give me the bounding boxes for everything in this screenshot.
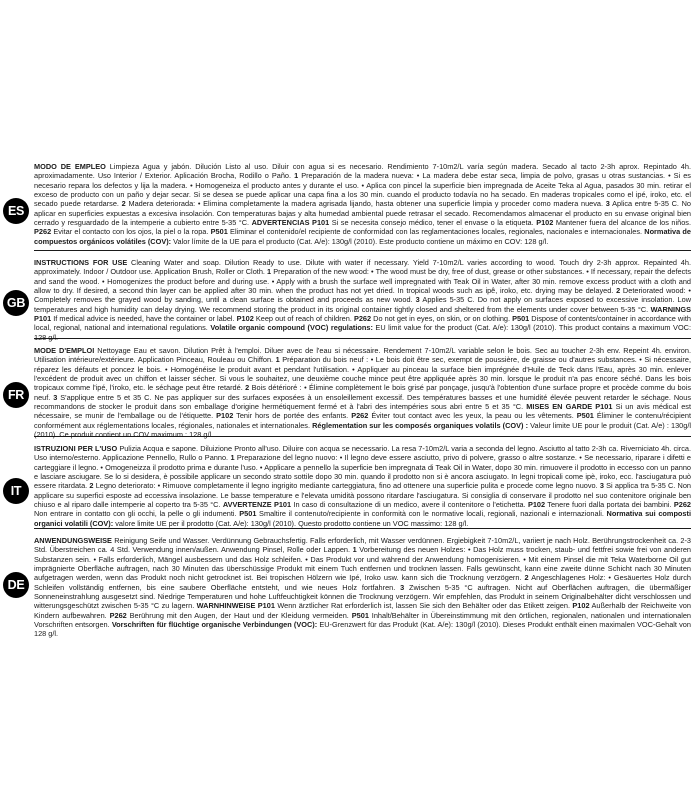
section-text: [34, 162, 691, 246]
bold-text-run: 2: [616, 286, 621, 296]
text-run: Bois détérioré : • Élimine complètement le bois grisé par ponçage, jusqu'à l'obtention d'une surface propre et procède comme du bois neuf.: [34, 383, 692, 402]
bold-text-run: P102: [572, 601, 590, 611]
text-run: Aplica entre 5-35 C. No aplicar en superficies expuestas a excesiva insolación. Con temperaturas bajas y alta humedad ambiental puede retrasar el secado. Recomendamos almacenar el producto en su envase original bien cerrado y resguardado de la intemperie a cubierto entre 5-35 °C.: [34, 199, 692, 228]
text-run: Madera deteriorada: • Elimina completamente la madera agrisada lijando, hasta obtener una superficie limpia y proceder como madera nueva.: [125, 199, 606, 209]
text-run: Si applica tra 5-35 C. Non applicare su superfici esposte ad eccessiva insolazione. Le basse temperature e l'elevata umidità possono ritardare l'asciugatura. Si consiglia di conservare il prodotto nel suo contenitore originale ben chiuso e al riparo dalle intemperie al coperto tra 5-35 °C.: [34, 481, 691, 510]
text-run: Pulizia Acqua e sapone. Diluizione Pronto all'uso. Diluire con acqua se necessario. La resa 7-10m2/L varia a seconda del legno. Asciutto al tatto 2-3h ca. Riverniciato 4h. circa. Uso interno/esterno. Applicazione Pennello, Rullo o Panno.: [34, 444, 691, 463]
text-run: Valeur limite UE pour le produit (Cat. A/e) : 130g/l (2010). Ce produit contient un COV maximum : 128 g/l.: [34, 420, 691, 440]
text-run: Non entrare in contatto con gli occhi, la pelle o gli indumenti.: [34, 509, 240, 519]
bold-text-run: Normativa sui composti organici volatili (COV):: [34, 509, 691, 528]
text-run: Si un avis médical est nécessaire, se munir de l'emballage ou de l'étiquette.: [34, 402, 692, 421]
bold-text-run: P501: [512, 314, 530, 324]
bold-text-run: P501: [576, 411, 594, 421]
bold-text-run: AVVERTENZE P101: [222, 500, 292, 510]
text-run: Éliminer le contenu/récipient conformément aux réglementations locales, régionales, nationales et internationales.: [34, 411, 691, 430]
text-run: If medical advice is needed, have the container or label.: [51, 314, 237, 324]
text-run: Dispose of contents/container in accordance with local, regional, national and international regulations.: [34, 314, 691, 333]
bold-text-run: INSTRUCTIONS FOR USE: [34, 258, 128, 267]
text-run: Do not get in eyes, on skin, or on clothing.: [371, 314, 513, 324]
text-run: Angeschlagenes Holz: • Gesäuertes Holz durch Schleifen vollständig entfernen, bis eine saubere Oberfläche entsteht, und wie neues Holz fortfahren.: [34, 573, 691, 592]
text-run: Keep out of reach of children.: [253, 314, 354, 324]
language-badge: FR: [3, 382, 29, 408]
bold-text-run: P102: [527, 500, 546, 510]
text-run: Inhalt/Behälter in Übereinstimmung mit den örtlichen, regionalen, nationalen und internationalen Vorschriften entsorgen.: [34, 610, 691, 630]
text-run: Cleaning Water and soap. Dilution Ready to use. Dilute with water if necessary. Yield 7-10m2/L varies according to wood. Touch dry 2-3h approx. Repainted 4h. approximately. Indoor / Outdoor use. Application Brush, Roller or Cloth.: [34, 258, 691, 277]
text-run: Valor límite de la UE para el producto (Cat. A/e): 130g/l (2010). Este producto contiene un máximo en COV: 128 g/l.: [171, 236, 549, 246]
bold-text-run: 1: [352, 545, 357, 555]
text-run: Tenir hors de portée des enfants.: [233, 411, 352, 421]
text-run: Applies 5-35 C. Do not apply on surfaces exposed to excessive insolation. Low temperatures and high humidity can delay drying. We recommend storing the product in its original container tightly closed and sheltered from the elements under cover between 5-35 °C.: [34, 295, 692, 314]
bold-text-run: MODO DE EMPLEO: [34, 162, 106, 171]
section-text: [34, 258, 691, 342]
bold-text-run: P262: [673, 500, 691, 510]
section-text: [34, 444, 691, 528]
text-run: Nettoyage Eau et savon. Dilution Prêt à l'emploi. Diluer avec de l'eau si nécessaire. Rendement 7-10m2/L variable selon le bois. Sec au toucher 2-3h env. Repeint 4h. environ. Utilisation intérieure/extérieure. Application Pinceau, Rouleau ou Chiffon.: [34, 346, 691, 365]
bold-text-run: P501: [351, 610, 369, 620]
text-run: Preparación de la madera nueva: • La madera debe estar seca, limpia de polvo, grasas u otras sustancias. • Si es necesario repara los defectos y lija la madera. • Homogeneiza el producto antes y durante el uso. • Aplica con pincel la superficie bien impregnada de Aceite Teka al Agua, pasados 30 min. retirar el exceso de producto con un paño y dejar secar. Si se desea se puede aplicar una capa fina a los 30 min. cuando el producto todavía no ha secado. En maderas tropicales como el ipé, iroko, etc. el secado puede retardarse.: [34, 171, 691, 209]
bold-text-run: Volatile organic compound (VOC) regulations:: [210, 323, 373, 333]
bold-text-run: 1: [267, 267, 272, 277]
text-run: Limpieza Agua y jabón. Dilución Listo al uso. Diluir con agua si es necesario. Rendimiento 7-10m2/L varía según madera. Secado al tacto 2-3h aprox. Repintado 4h. aproximadamente. Uso Interior / Exterior. Aplicación Brocha, Rodillo o Paño.: [34, 162, 691, 181]
bold-text-run: P262: [353, 314, 372, 324]
bold-text-run: 1: [230, 453, 235, 463]
bold-text-run: Réglementation sur les composés organiques volatils (COV) :: [312, 420, 529, 430]
bold-text-run: 1: [275, 355, 280, 365]
bold-text-run: 2: [245, 383, 250, 393]
bold-text-run: P262: [351, 411, 369, 421]
language-badge: GB: [3, 290, 29, 316]
bold-text-run: ISTRUZIONI PER L'USO: [34, 444, 118, 453]
bold-text-run: 2: [524, 573, 529, 583]
bold-text-run: P501: [210, 227, 228, 237]
bold-text-run: P262: [109, 610, 127, 620]
language-badge: ES: [3, 198, 29, 224]
text-run: valore limite UE per il prodotto (Cat. A/e): 130g/l (2010). Questo prodotto contiene un VOC massimo: 128 g/l.: [113, 518, 469, 528]
section-text: [34, 346, 691, 439]
text-run: Si se necesita consejo médico, tener el envase o la etiqueta.: [329, 218, 537, 228]
bold-text-run: Normativa de compuestos orgánicos volátiles (COV):: [34, 227, 691, 246]
text-run: Préparation du bois neuf : • Le bois doit être sec, exempt de poussière, de graisse ou d'autres substances. • Si nécessaire, réparez les défauts et poncez le bois. • Homogénéise le produit avant et pendant l'utilisation. • Appliquer au pinceau la surface bien imprégnée d'Huile de Teck dans l'Eau, après 30 min. enlever l'excédent de produit avec un chiffon et laisser sécher. Si vous le souhaitez, une deuxième couche mince peut être appliquée après 30 min. lorsque le produit n'a pas encore séché. Dans les bois tropicaux comme l'ipé, l'iroko, etc. le séchage peut être retardé.: [34, 355, 691, 393]
bold-text-run: Vorschriften für flüchtige organische Verbindungen (VOC):: [111, 620, 318, 630]
text-run: Tenere fuori dalla portata dei bambini.: [545, 500, 674, 510]
bold-text-run: ANWENDUNGSWEISE: [34, 536, 112, 545]
text-run: Mantener fuera del alcance de los niños.: [553, 218, 691, 228]
text-run: Legno deteriorato: • Rimuove completamente il legno ingrigito mediante carteggiatura, fino ad ottenere una superficie pulita e procede come legno nuovo.: [93, 481, 600, 491]
bold-text-run: 3: [599, 481, 604, 491]
bold-text-run: MODE D'EMPLOI: [34, 346, 95, 355]
language-badge: DE: [3, 572, 29, 598]
bold-text-run: 1: [294, 171, 299, 181]
bold-text-run: ADVERTENCIAS P101: [251, 218, 330, 228]
text-run: Preparazione del legno nuovo: • Il legno deve essere asciutto, privo di polvere, grasso o altre sostanze. • Se necessario, riparare i difetti e carteggiare il legno. • Omogeneizza il prodotto prima e durante l'uso. • Applicare a pennello la superficie ben impregnata di Teak Oil in Water, dopo 30 min. rimuovere il prodotto in eccesso con un panno e lasciare asciugare. Se lo si desidera, è possibile applicare un secondo strato sottile dopo 30 min. quando il prodotto non si è ancora asciugato. In legni tropicali come ipè, iroko, ecc. l'asciugatura può essere ritardata.: [34, 453, 692, 491]
section-divider: [34, 436, 691, 437]
text-run: Berührung mit den Augen, der Haut und der Kleidung vermeiden.: [126, 610, 352, 620]
text-run: Preparation of the new wood: • The wood must be dry, free of dust, grease or other substances. • If necessary, repair the defects and sand the wood. • Homogenizes the product before and during use. • Apply with a brush the surface well impregnated with Teak Oil in Water, after 30 min. remove excess product with a cloth and allow to dry. If desired, a second thin layer can be applied after 30 min. when the product has not yet dried. In tropical woods such as ipê, iroko, etc. drying may be delayed.: [34, 267, 691, 296]
bold-text-run: 2: [121, 199, 126, 209]
text-run: S'applique entre 5 et 35 C. Ne pas appliquer sur des surfaces exposées à un ensoleillement excessif. Des températures basses et une humidité élevée peuvent retarder le séchage. Nous recommandons de stocker le produit dans son emballage d'origine hermétiquement fermé et à l'abri des intempéries sous abri entre 5 et 35 °C.: [34, 392, 691, 412]
text-run: Wenn ärztlicher Rat erforderlich ist, lassen Sie sich den Behälter oder das Etikett zeigen.: [274, 601, 573, 611]
text-run: Reinigung Seife und Wasser. Verdünnung Gebrauchsfertig. Falls erforderlich, mit Wasser verdünnen. Ergiebigkeit 7-10m2/L, variiert je nach Holz. Berührungstrockenheit ca. 2-3 Std. Überstreichen ca. 4 Std. Verwendung innen/außen. Anwendung Pinsel, Rolle oder Lappen.: [34, 536, 691, 555]
language-badge: IT: [3, 478, 29, 504]
text-run: In caso di consultazione di un medico, avere il contenitore o l'etichetta.: [291, 500, 528, 510]
section-divider: [34, 338, 691, 339]
bold-text-run: P102: [536, 218, 554, 228]
bold-text-run: 3: [605, 199, 610, 209]
section-divider: [34, 528, 691, 529]
text-run: EU limit value for the product (Cat. A/e): 130g/l (2010). This product contains a maximum VOC: 128 g/l.: [34, 323, 691, 342]
bold-text-run: P102: [216, 411, 234, 421]
bold-text-run: P262: [34, 227, 52, 237]
text-run: Deteriorated wood: • Completely removes the grayed wood by sanding, until a clean surface is obtained and proceeds as new wood.: [34, 286, 691, 305]
text-run: Éviter tout contact avec les yeux, la peau ou les vêtements.: [368, 411, 577, 421]
bold-text-run: 3: [415, 295, 420, 305]
text-run: Zwischen 5-35 °C auftragen. Nicht auf Oberflächen auftragen, die übermäßiger Sonneneinstrahlung ausgesetzt sind. Niedrige Temperaturen und hohe Luftfeuchtigkeit können die Trocknung verzögern. Wir empfehlen, das Produkt in seinem Originalbehälter dicht verschlossen und witterungsgeschützt zwischen 5-35 °C zu lagern.: [34, 582, 691, 611]
bold-text-run: WARNHINWEISE P101: [196, 601, 275, 611]
bold-text-run: 3: [53, 392, 58, 402]
text-run: Vorbereitung des neuen Holzes: • Das Holz muss trocken, staub- und fettfrei sowie frei von anderen Substanzen sein. • Falls erforderlich, Mängel ausbessern und das Holz schleifen. • Das Produkt vor und während der Anwendung homogenisieren. • Mit einem Pinsel die mit Teka Waterborne Oil gut imprägnierte Oberfläche auftragen, nach 30 Minuten das überschüssige Produkt mit einem Tuch entfernen und trocknen lassen. Falls gewünscht, kann eine zweite dünne Schicht nach 30 Minuten aufgetragen werden, wenn das Produkt noch nicht getrocknet ist. Bei tropischen Hölzern wie Ipé, Iroko usw. kann sich die Trocknung verzögern.: [34, 545, 691, 583]
bold-text-run: P102: [236, 314, 254, 324]
text-run: EU-Grenzwert für das Produkt (Kat. A/e): 130g/l (2010). Dieses Produkt enthält einen maximalen VOC-Gehalt von 128 g/l.: [34, 620, 691, 639]
section-text: [34, 536, 691, 639]
section-divider: [34, 250, 691, 251]
bold-text-run: P501: [239, 509, 257, 519]
bold-text-run: WARNINGS P101: [34, 304, 691, 324]
text-run: Evitar el contacto con los ojos, la piel o la ropa.: [51, 227, 211, 237]
text-run: Smaltire il contenuto/recipiente in conformità con le normative locali, regionali, nazionali e internazionali.: [256, 509, 607, 519]
bold-text-run: 2: [89, 481, 94, 491]
text-run: Außerhalb der Reichweite von Kindern aufbewahren.: [34, 601, 691, 620]
bold-text-run: MISES EN GARDE P101: [526, 402, 613, 412]
bold-text-run: 3: [400, 582, 405, 592]
text-run: Eliminar el contenido/el recipiente de conformidad con las reglamentaciones locales, regionales, nacionales e internacionales.: [227, 227, 645, 237]
